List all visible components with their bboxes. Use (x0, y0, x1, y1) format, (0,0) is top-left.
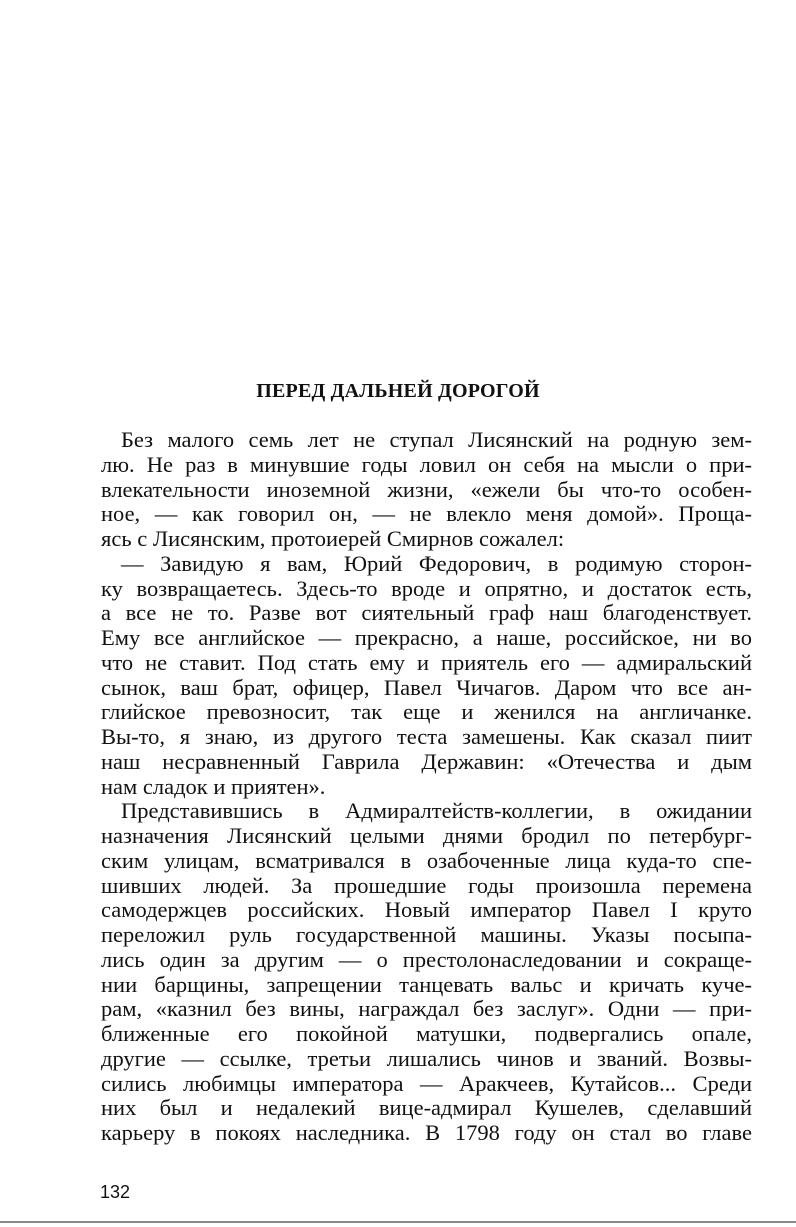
text-line: глийское превозносит, так еще и женился на англичанке. (101, 699, 752, 725)
text-line: а все не то. Разве вот сиятельный граф наш благоденствует. (101, 600, 752, 626)
page-bottom-rule (0, 1221, 796, 1223)
text-line: ку возвращаетесь. Здесь-то вроде и опрятно, и достаток есть, (101, 575, 752, 601)
text-line: Представившись в Адмиралтейств-коллегии, в ожидании (121, 798, 752, 824)
text-line: них был и недалекий вице-адмирал Кушелев, сделавший (101, 1095, 752, 1121)
text-line: назначения Лисянский целыми днями бродил по петербург- (101, 823, 752, 848)
text-line: что не ставит. Под стать ему и приятель его — адмиральский (101, 649, 752, 675)
text-line: лю. Не раз в минувшие годы ловил он себя на мысли о при- (101, 451, 752, 477)
text-line: Ему все английское — прекрасно, а наше, российское, ни во (101, 625, 752, 650)
text-line: ясь с Лисянским, протоиерей Смирнов сожалел: (101, 526, 565, 551)
body-text (101, 428, 752, 1146)
text-line: Вы-то, я знаю, из другого теста замешены. Как сказал пиит (101, 724, 752, 749)
text-line: лись один за другим — о престолонаследовании и сокраще- (101, 946, 752, 972)
text-line: шивших людей. За прошедшие годы произошла перемена (101, 872, 752, 898)
text-line: ским улицам, всматривался в озабоченные лица куда-то спе- (101, 847, 752, 873)
text-line: нии барщины, запрещении танцевать вальс и кричать куче- (101, 971, 752, 997)
text-line: рам, «казнил без вины, награждал без заслуг». Одни — при- (101, 996, 752, 1022)
chapter-title: ПЕРЕД ДАЛЬНЕЙ ДОРОГОЙ (256, 380, 540, 402)
text-line: переложил руль государственной машины. Указы посыпа- (101, 922, 752, 947)
text-line: ное, — как говорил он, — не влекло меня домой». Проща- (101, 501, 752, 527)
text-line: Без малого семь лет не ступал Лисянский на родную зем- (121, 427, 752, 452)
text-line: сынок, ваш брат, офицер, Павел Чичагов. Даром что все ан- (101, 674, 752, 700)
page-number: 132 (100, 1182, 131, 1202)
text-line: карьеру в покоях наследника. В 1798 году он стал во главе (101, 1120, 752, 1145)
text-line: наш несравненный Гаврила Державин: «Отечества и дым (101, 748, 752, 774)
text-line: другие — ссылке, третьи лишались чинов и званий. Возвы- (101, 1045, 752, 1071)
text-line: ближенные его покойной матушки, подвергались опале, (101, 1021, 752, 1046)
text-line: самодержцев российских. Новый император Павел I круто (101, 897, 752, 923)
text-line: влекательности иноземной жизни, «ежели бы что-то особен- (101, 476, 752, 502)
text-line: сились любимцы императора — Аракчеев, Кутайсов... Среди (101, 1070, 752, 1096)
text-line: нам сладок и приятен». (101, 773, 326, 799)
text-line: — Завидую я вам, Юрий Федорович, в родимую сторон- (121, 550, 752, 576)
